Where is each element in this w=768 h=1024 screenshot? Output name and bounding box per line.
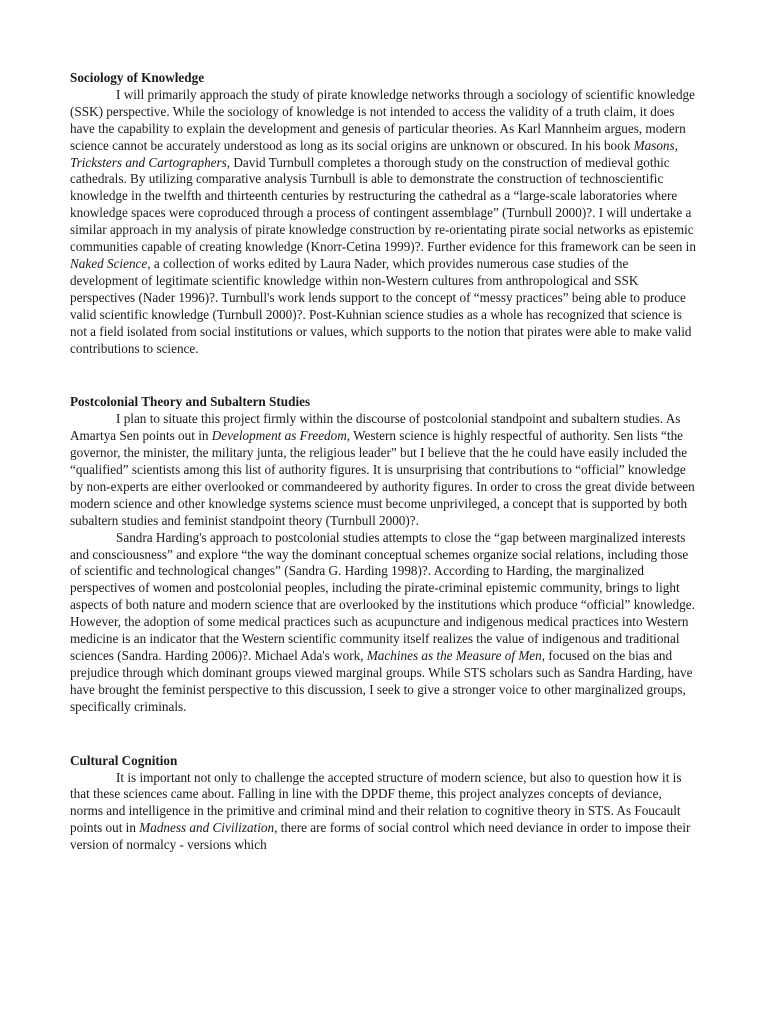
section-heading: Cultural Cognition	[70, 752, 178, 768]
paragraph-text: It is important not only to challenge the accepted structure of modern science, but also to question how it is that these sciences came about. Falling in line with the DPDF theme, this project analyzes concepts of deviance, norms and intelligence in the primitive and criminal mind and their relation to cognitive theory in STS. As Foucault points out in	[70, 769, 682, 836]
paragraph-text: , Western science is highly respectful of authority. Sen lists “the governor, the minister, the military junta, the religious leader” but I believe that the he could have easily included the “qualified” scientists among this list of authority figures. It is unsurprising that contributions to “official” knowledge by non-experts are either overlooked or commandeered by authority figures. In order to cross the great divide between modern science and other knowledge systems science must become unprivileged, a concept that is supported by both subaltern studies and feminist standpoint theory (Turnbull 2000)?.	[70, 428, 695, 528]
paragraph-text: , focused on the bias and prejudice through which dominant groups viewed marginal groups. While STS scholars such as Sandra Harding, have have brought the feminist perspective to this discussion, I seek to give a stronger voice to other marginalized groups, specifically criminals.	[70, 648, 693, 714]
paragraph-text: David Turnbull completes a thorough study on the construction of medieval gothic cathedrals. By utilizing comparative analysis Turnbull is able to demonstrate the construction of technoscientific knowledge in the twelfth and thirteenth centuries by restructuring the cathedral as a “large-scale laboratories where knowledge spaces were coproduced through a process of contingent assemblage” (Turnbull 2000)?. I will undertake a similar approach in my analysis of pirate knowledge construction by re-orientating pirate social networks as epistemic communities capable of creating knowledge (Knorr-Cetina 1999)?. Further evidence for this framework can be seen in	[70, 154, 696, 255]
book-title: Madness and Civilization	[139, 820, 275, 836]
section-heading: Sociology of Knowledge	[70, 70, 205, 85]
book-title: Naked Science	[70, 255, 148, 271]
paragraph-text: Sandra Harding's approach to postcolonial studies attempts to close the “gap between marginalized interests and consciousness” and explore “the way the dominant conceptual schemes organize social relations, including those of scientific and technological changes” (Sandra G. Harding 1998)?. According to Harding, the marginalized perspectives of women and postcolonial peoples, including the pirate-criminal epistemic community, brings to light aspects of both nature and modern science that are overlooked by the institutions which produce “official” knowledge. However, the adoption of some medical practices such as acupuncture and indigenous medical practices into Western medicine is an indicator that the Western scientific community itself realizes the value of indigenous and traditional sciences (Sandra. Harding 2006)?. Michael Ada's work,	[70, 529, 695, 663]
paragraph-text: I will primarily approach the study of pirate knowledge networks through a sociology of scientific knowledge (SSK) perspective. While the sociology of knowledge is not intended to access the validity of a truth claim, it does have the capability to explain the development and genesis of particular theories. As Karl Mannheim argues, modern science cannot be accurately understood as long as its social origins are unknown or obscured. In his book	[70, 86, 696, 153]
document-page	[70, 70, 698, 891]
book-title: Machines as the Measure of Men	[366, 648, 542, 663]
paragraph-text: I plan to situate this project firmly within the discourse of postcolonial standpoint and subaltern studies. As Amartya Sen points out in	[70, 411, 681, 444]
book-title: Development as Freedom	[211, 428, 347, 444]
paragraph-text: , there are forms of social control which need deviance in order to impose their version of normalcy - versions which	[70, 820, 691, 853]
paragraph	[70, 530, 698, 716]
section-cultural-cognition	[70, 753, 698, 854]
paragraph-text: , a collection of works edited by Laura Nader, which provides numerous case studies of the development of legitimate scientific knowledge within non-Western cultures from anthropological and SSK perspectives (Nader 1996)?. Turnbull's work lends support to the concept of “messy practices” being able to produce valid scientific knowledge (Turnbull 2000)?. Post-Kuhnian science studies as a whole has recognized that science is not a field isolated from social institutions or values, which supports to the notion that pirates were able to make valid contributions to science.	[70, 255, 692, 356]
paragraph	[70, 770, 698, 855]
section-sociology-of-knowledge	[70, 70, 698, 357]
paragraph	[70, 87, 698, 358]
section-heading: Postcolonial Theory and Subaltern Studies	[70, 394, 311, 410]
section-postcolonial-theory	[70, 394, 698, 715]
paragraph	[70, 411, 698, 529]
book-title: Masons, Tricksters and Cartographers,	[70, 137, 678, 170]
